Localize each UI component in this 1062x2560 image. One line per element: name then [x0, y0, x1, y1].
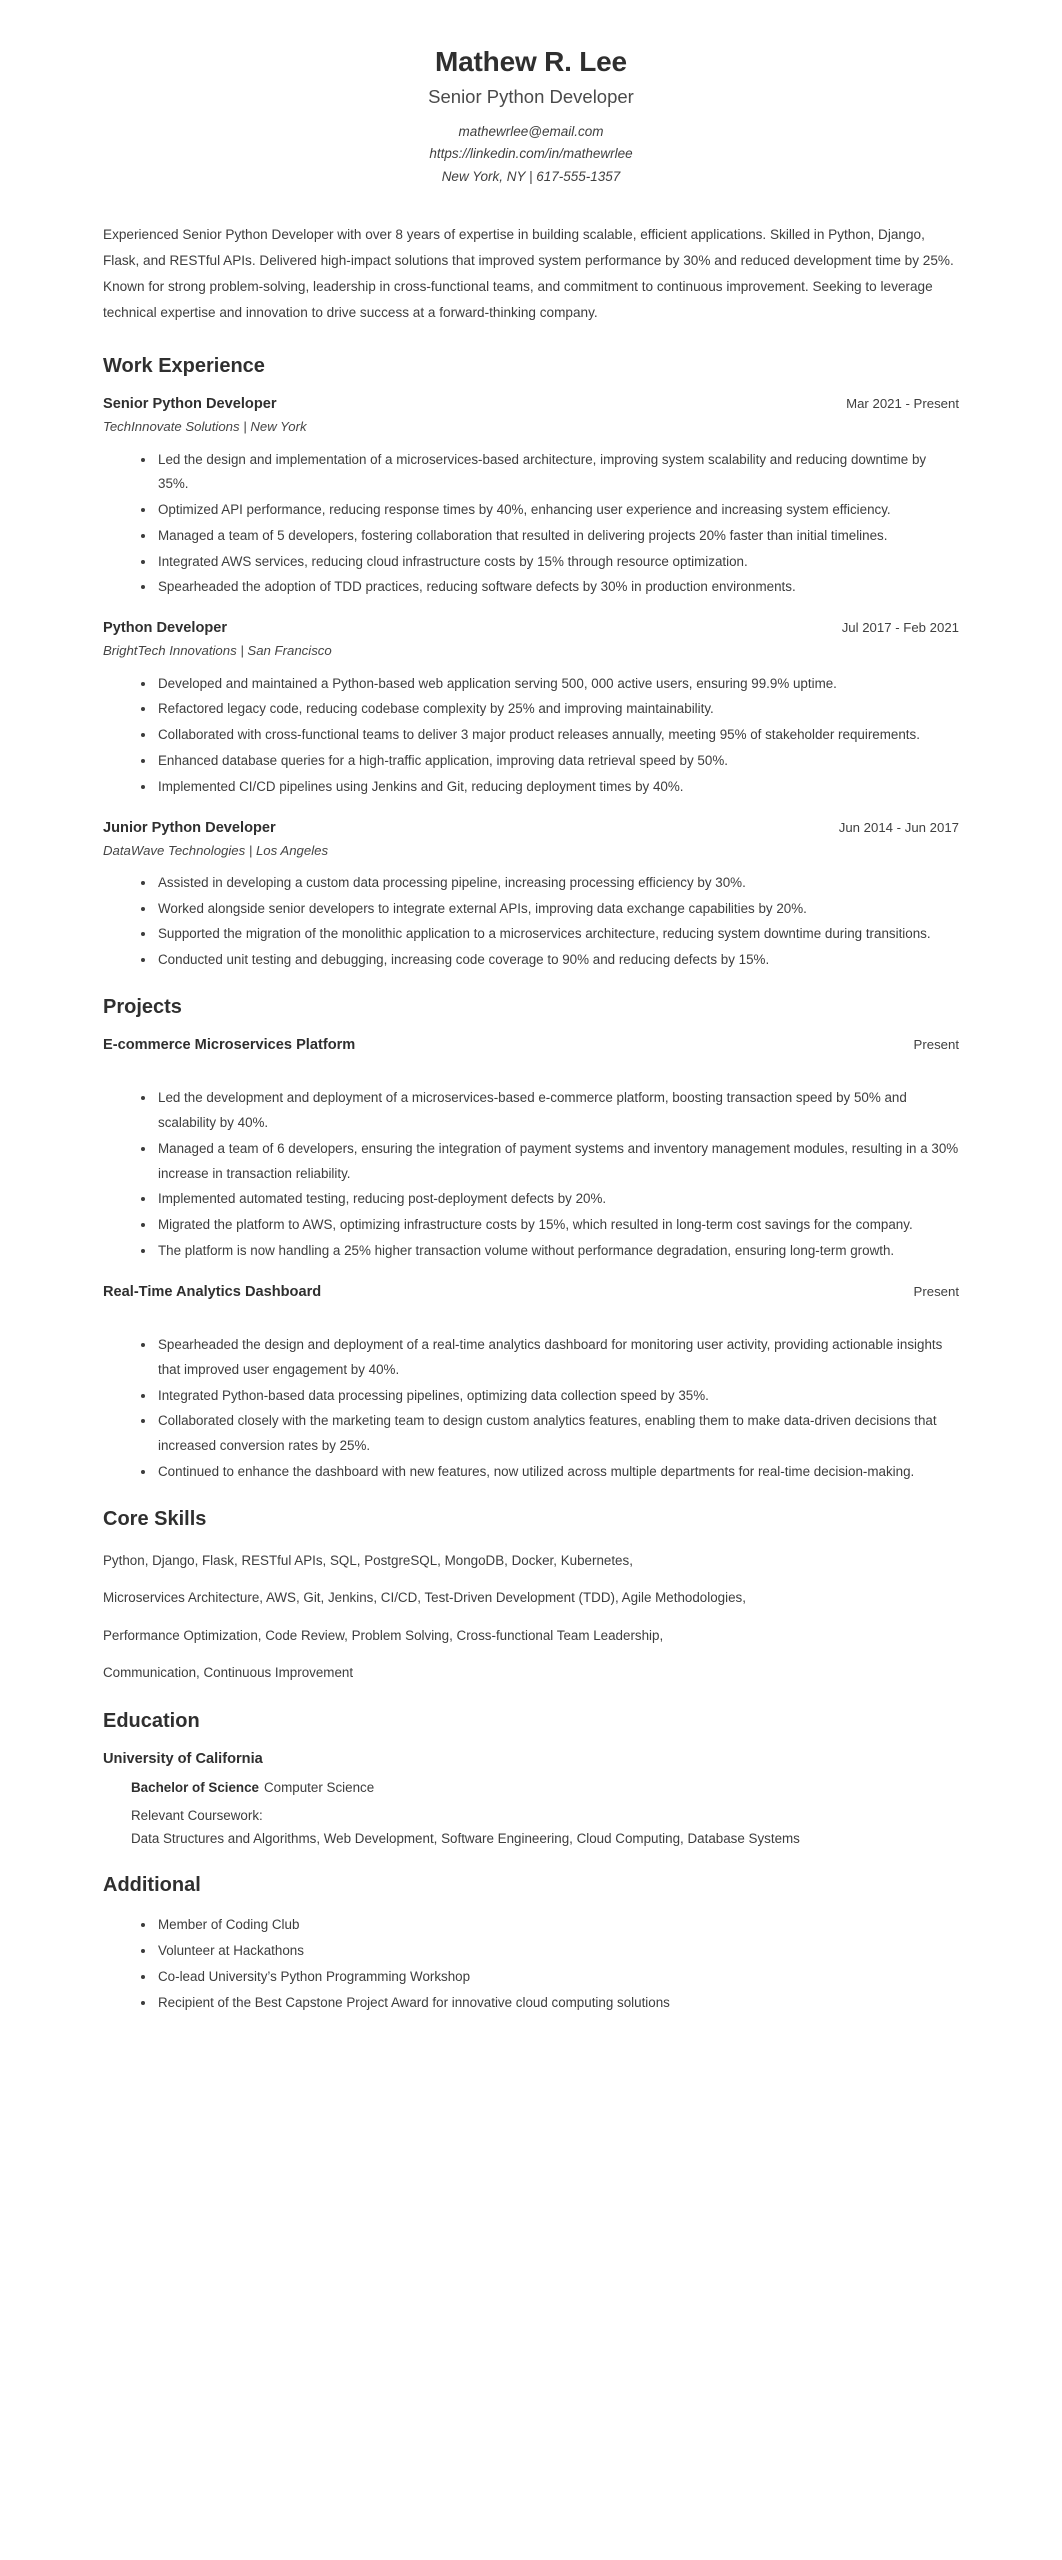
- bullet-item: Assisted in developing a custom data processing pipeline, increasing processing efficiency by 30%.: [141, 871, 959, 896]
- bullet-item: Spearheaded the adoption of TDD practices, reducing software defects by 30% in production environments.: [141, 575, 959, 600]
- project-entry-date: Present: [913, 1283, 959, 1299]
- work-entry: [103, 618, 959, 799]
- project-entry-bullets: [103, 1333, 959, 1485]
- section-projects: [103, 995, 959, 1485]
- additional-bullets: [103, 1913, 959, 2015]
- bullet-item: Integrated AWS services, reducing cloud infrastructure costs by 15% through resource optimization.: [141, 550, 959, 575]
- project-entry-title: Real-Time Analytics Dashboard: [103, 1283, 322, 1300]
- skills-line: Python, Django, Flask, RESTful APIs, SQL, PostgreSQL, MongoDB, Docker, Kubernetes,: [103, 1552, 633, 1568]
- contact-email[interactable]: mathewrlee@email.com: [458, 124, 604, 140]
- section-title-core-skills: Core Skills: [103, 1507, 207, 1530]
- skills-line: Communication, Continuous Improvement: [103, 1665, 354, 1681]
- work-entry-title: Junior Python Developer: [103, 819, 276, 836]
- project-entry-title: E-commerce Microservices Platform: [103, 1037, 356, 1054]
- bullet-item: Optimized API performance, reducing response times by 40%, enhancing user experience and increasing system efficiency.: [141, 498, 959, 523]
- section-title-education: Education: [103, 1709, 200, 1732]
- education-details: [103, 1776, 959, 1851]
- bullet-item: Implemented automated testing, reducing post-deployment defects by 20%.: [141, 1187, 959, 1212]
- section-title-work-experience: Work Experience: [103, 355, 265, 378]
- education-degree-row: [131, 1776, 959, 1799]
- bullet-item: Managed a team of 5 developers, fostering collaboration that resulted in delivering projects 20% faster than initial timelines.: [141, 524, 959, 549]
- project-entry-head: [103, 1035, 959, 1056]
- education-coursework-label: Relevant Coursework:: [131, 1807, 263, 1823]
- candidate-headline: Senior Python Developer: [428, 86, 634, 107]
- work-entry-head: [103, 618, 959, 639]
- work-entry-date: Jun 2014 - Jun 2017: [838, 819, 959, 835]
- bullet-item: Co-lead University’s Python Programming Workshop: [141, 1965, 959, 1990]
- project-entry-bullets: [103, 1086, 959, 1264]
- education-coursework-list: Data Structures and Algorithms, Web Development, Software Engineering, Cloud Computing, Database Systems: [131, 1831, 800, 1847]
- bullet-item: Collaborated closely with the marketing team to design custom analytics features, enabling them to make data-driven decisions that increased conversion rates by 25%.: [141, 1409, 959, 1459]
- project-entry-head: [103, 1282, 959, 1303]
- bullet-item: Managed a team of 6 developers, ensuring the integration of payment systems and inventory management modules, resulting in a 30% increase in transaction reliability.: [141, 1137, 959, 1187]
- work-entry: [103, 818, 959, 973]
- bullet-item: Spearheaded the design and deployment of a real-time analytics dashboard for monitoring user activity, providing actionable insights that improved user engagement by 40%.: [141, 1333, 959, 1383]
- skills-line: Performance Optimization, Code Review, Problem Solving, Cross-functional Team Leadership,: [103, 1627, 664, 1643]
- bullet-item: Volunteer at Hackathons: [141, 1939, 959, 1964]
- bullet-item: Member of Coding Club: [141, 1913, 959, 1938]
- work-entry-bullets: [103, 871, 959, 973]
- section-additional: [103, 1873, 959, 2015]
- bullet-item: Enhanced database queries for a high-traffic application, improving data retrieval speed by 50%.: [141, 749, 959, 774]
- education-degree: Bachelor of Science: [131, 1780, 260, 1796]
- bullet-item: Integrated Python-based data processing pipelines, optimizing data collection speed by 35%.: [141, 1384, 959, 1409]
- work-entry-head: [103, 394, 959, 415]
- education-school: University of California: [103, 1750, 263, 1767]
- work-entry-company: BrightTech Innovations | San Francisco: [103, 643, 332, 659]
- work-entry-head: [103, 818, 959, 839]
- work-entry-date: Mar 2021 - Present: [846, 396, 959, 412]
- section-work-experience: [103, 354, 959, 973]
- section-title-projects: Projects: [103, 996, 182, 1019]
- bullet-item: Led the development and deployment of a microservices-based e-commerce platform, boosting transaction speed by 50% and scalability by 40%.: [141, 1086, 959, 1136]
- bullet-item: Collaborated with cross-functional teams to deliver 3 major product releases annually, meeting 95% of stakeholder requirements.: [141, 723, 959, 748]
- section-education: [103, 1709, 959, 1852]
- work-entry-company: DataWave Technologies | Los Angeles: [103, 842, 329, 858]
- education-field: Computer Science: [264, 1780, 375, 1796]
- project-entry: [103, 1282, 959, 1485]
- project-entry: [103, 1035, 959, 1264]
- work-entry-title: Python Developer: [103, 620, 228, 637]
- bullet-item: Continued to enhance the dashboard with new features, now utilized across multiple departments for real-time decision-making.: [141, 1460, 959, 1485]
- professional-summary: Experienced Senior Python Developer with over 8 years of expertise in building scalable, efficient applications. Skilled in Python, Django, Flask, and RESTful APIs. Delivered high-impact solutions that improved system performance by 30% and reduced development time by 25%. Known for strong problem-solving, leadership in cross-functional teams, and commitment to continuous improvement. Seeking to leverage technical expertise and innovation to drive success at a forward-thinking company.: [103, 226, 954, 321]
- bullet-item: Refactored legacy code, reducing codebase complexity by 25% and improving maintainability.: [141, 697, 959, 722]
- project-entry-date: Present: [913, 1037, 959, 1053]
- bullet-item: Migrated the platform to AWS, optimizing infrastructure costs by 15%, which resulted in long-term cost savings for the company.: [141, 1213, 959, 1238]
- bullet-item: Conducted unit testing and debugging, increasing code coverage to 90% and reducing defects by 15%.: [141, 948, 959, 973]
- bullet-item: Led the design and implementation of a microservices-based architecture, improving system scalability and reducing downtime by 35%.: [141, 448, 959, 498]
- work-entry: [103, 394, 959, 600]
- contact-location-phone: New York, NY | 617-555-1357: [441, 168, 621, 184]
- bullet-item: The platform is now handling a 25% higher transaction volume without performance degradation, ensuring long-term growth.: [141, 1239, 959, 1264]
- bullet-item: Recipient of the Best Capstone Project Award for innovative cloud computing solutions: [141, 1991, 959, 2016]
- bullet-item: Implemented CI/CD pipelines using Jenkins and Git, reducing deployment times by 40%.: [141, 775, 959, 800]
- work-entry-title: Senior Python Developer: [103, 396, 277, 413]
- bullet-item: Worked alongside senior developers to integrate external APIs, improving data exchange capabilities by 20%.: [141, 897, 959, 922]
- section-title-additional: Additional: [103, 1874, 201, 1897]
- work-entry-bullets: [103, 448, 959, 601]
- bullet-item: Developed and maintained a Python-based web application serving 500, 000 active users, ensuring 99.9% uptime.: [141, 672, 959, 697]
- bullet-item: Supported the migration of the monolithic application to a microservices architecture, reducing system downtime during transitions.: [141, 922, 959, 947]
- section-core-skills: [103, 1507, 959, 1687]
- skills-line: Microservices Architecture, AWS, Git, Jenkins, CI/CD, Test-Driven Development (TDD), Agile Methodologies,: [103, 1590, 746, 1606]
- work-entry-company: TechInnovate Solutions | New York: [103, 419, 307, 435]
- resume-header: [103, 44, 959, 188]
- work-entry-bullets: [103, 672, 959, 800]
- contact-linkedin[interactable]: https://linkedin.com/in/mathewrlee: [429, 146, 633, 162]
- candidate-name: Mathew R. Lee: [435, 46, 627, 77]
- work-entry-date: Jul 2017 - Feb 2021: [841, 620, 959, 636]
